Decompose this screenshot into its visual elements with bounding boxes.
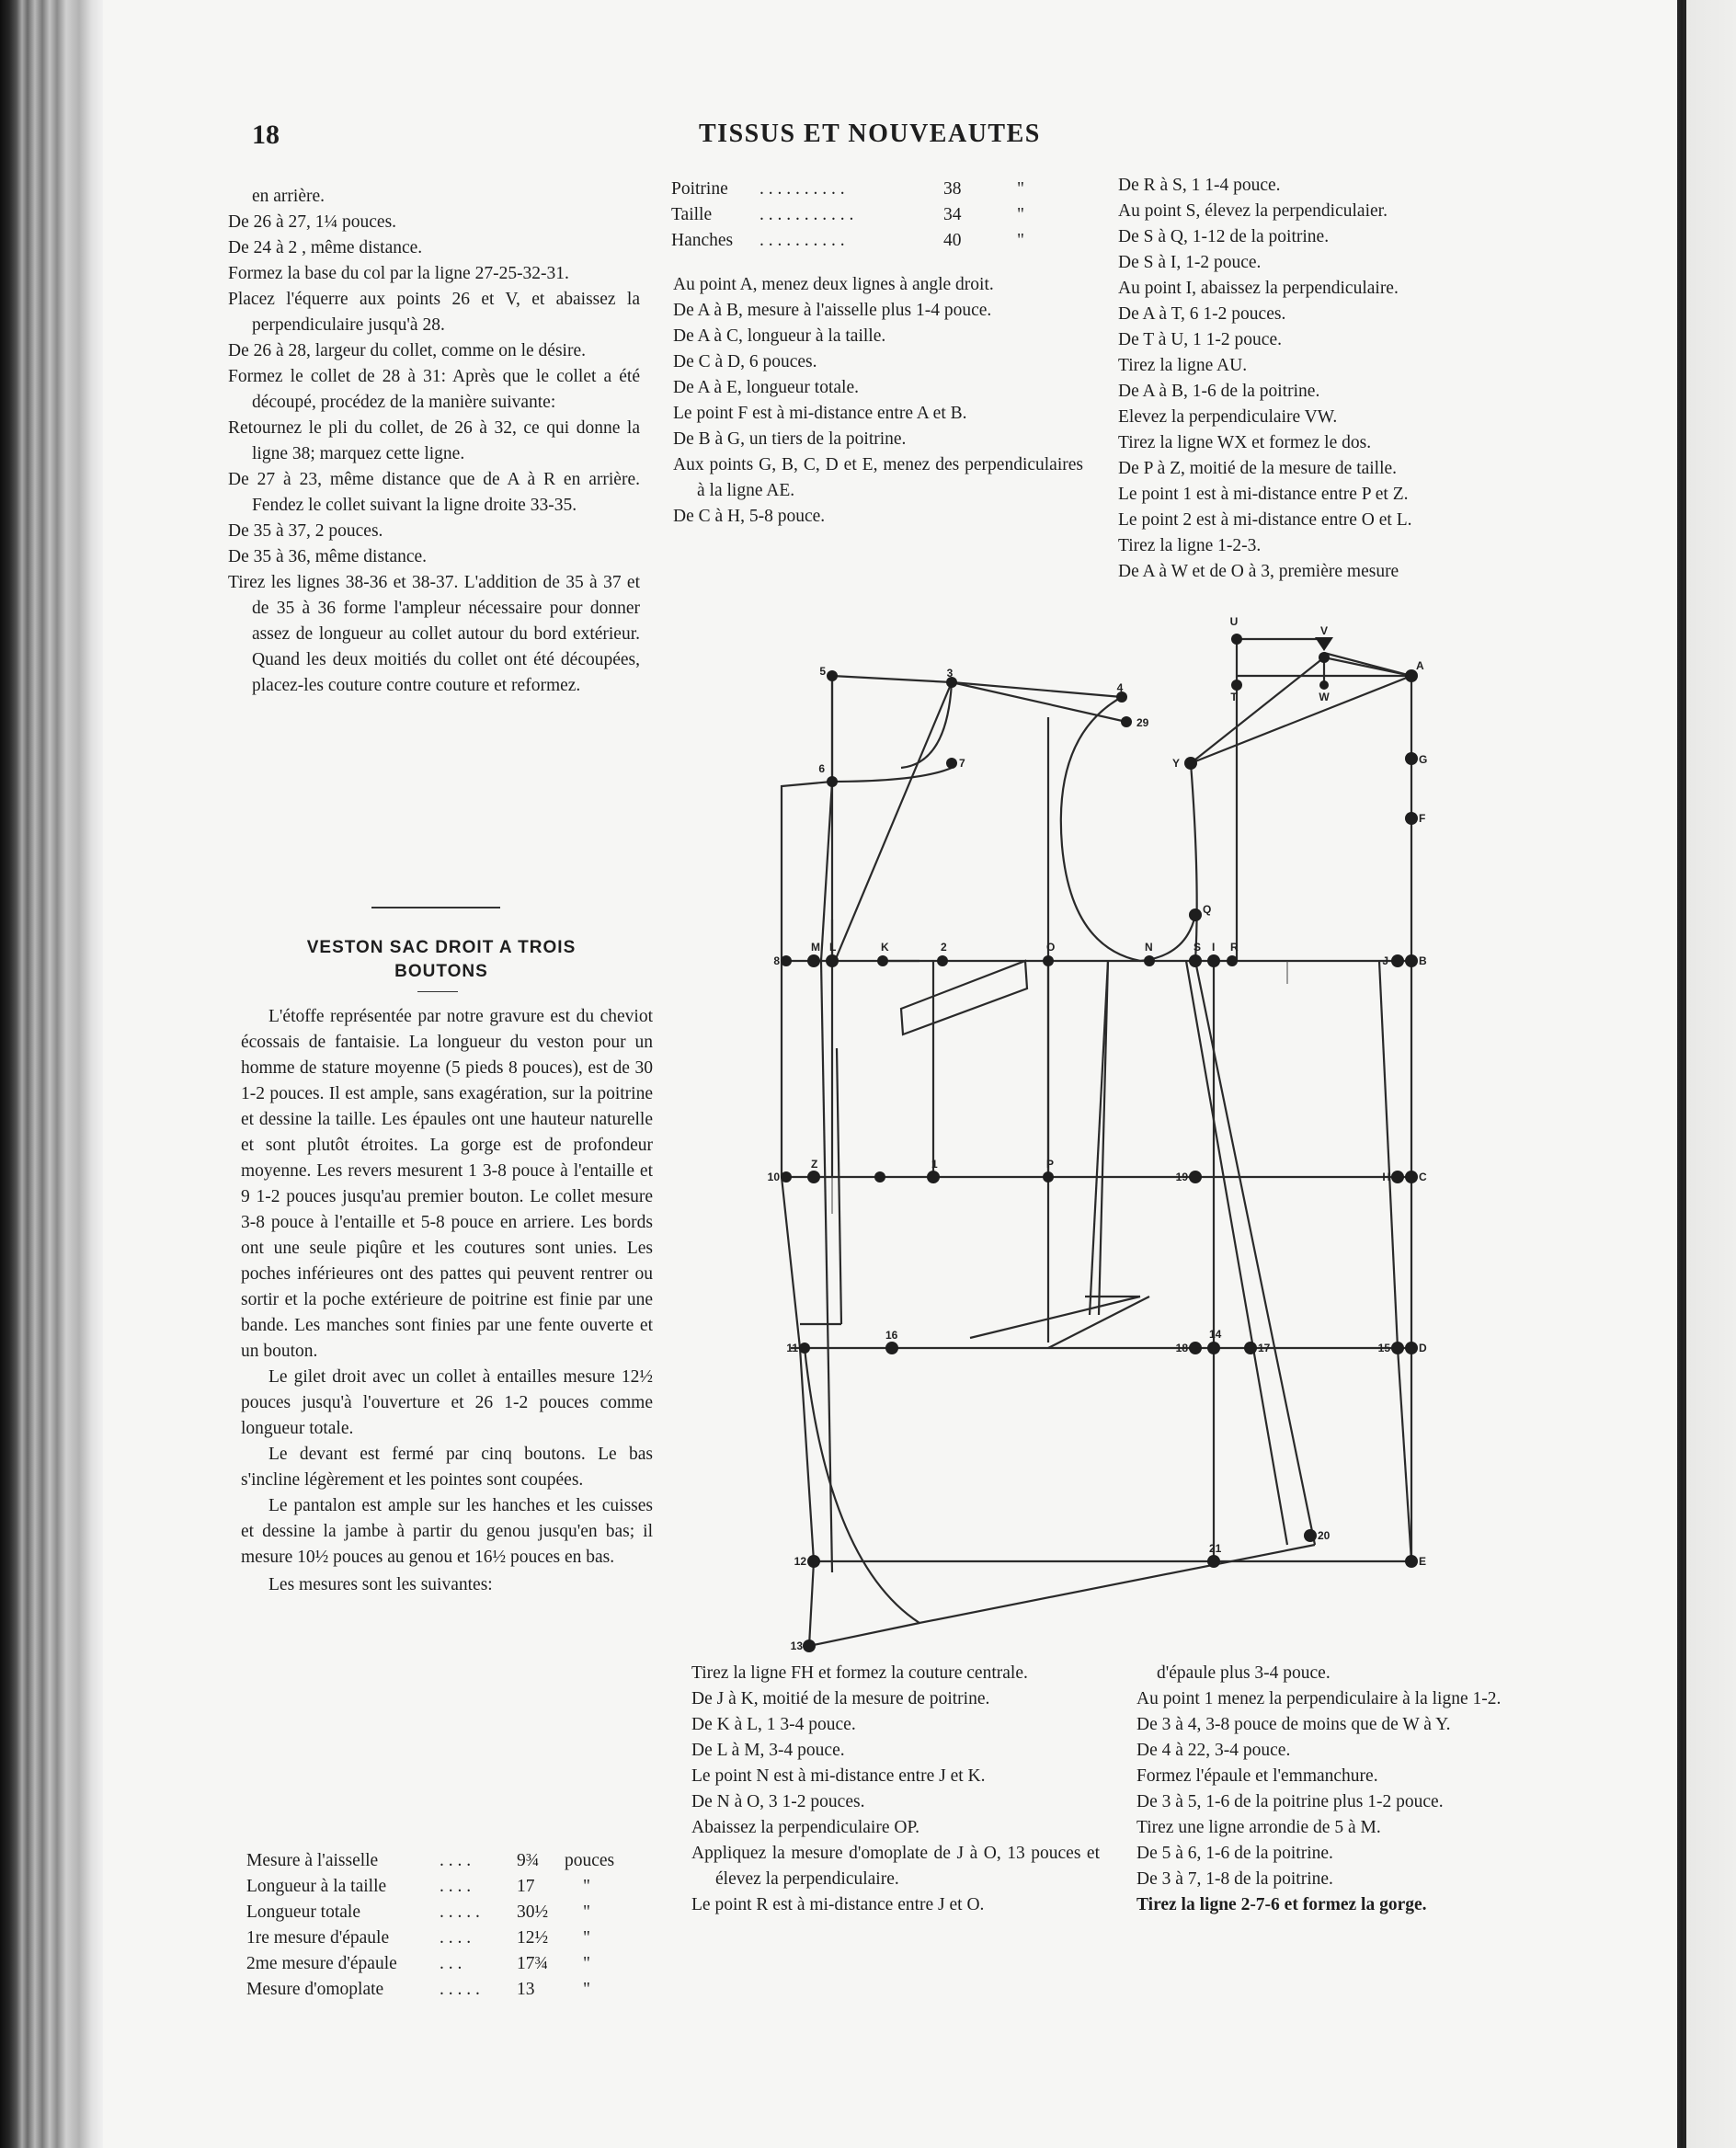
measure-label: Hanches bbox=[671, 231, 734, 250]
text-paragraph: Elevez la perpendiculaire VW. bbox=[1118, 407, 1338, 427]
measure-dots: . . . . . bbox=[440, 1980, 480, 1999]
point-label: N bbox=[1145, 941, 1153, 954]
section-rule bbox=[371, 907, 500, 908]
measure-dots: . . . . . . . . . . . bbox=[760, 205, 854, 224]
text-paragraph: De P à Z, moitié de la mesure de taille. bbox=[1118, 459, 1398, 478]
text-paragraph: De A à T, 6 1-2 pouces. bbox=[1118, 304, 1286, 324]
measure-unit: " bbox=[583, 1928, 590, 1948]
body-measures-table bbox=[671, 177, 1024, 254]
measure-unit: " bbox=[1017, 179, 1024, 199]
page-gutter-line bbox=[1683, 0, 1686, 2148]
measure-value: 34 bbox=[943, 205, 962, 224]
point-label: P bbox=[1046, 1158, 1055, 1171]
table-row bbox=[671, 228, 1024, 254]
point-label: J bbox=[1382, 954, 1388, 967]
text-paragraph: De 26 à 27, 1¼ pouces. bbox=[228, 212, 397, 232]
point-label: W bbox=[1319, 691, 1330, 703]
point-label: M bbox=[811, 941, 820, 954]
point-label: L bbox=[829, 941, 837, 954]
text-paragraph: De S à Q, 1-12 de la poitrine. bbox=[1118, 227, 1330, 246]
point-label: A bbox=[1416, 659, 1424, 672]
measures-table bbox=[246, 1848, 614, 2003]
text-paragraph: en arrière. bbox=[252, 187, 326, 206]
point-label: I bbox=[1212, 941, 1216, 954]
table-row bbox=[246, 1848, 614, 1874]
text-paragraph: Au point I, abaissez la perpendiculaire. bbox=[1118, 279, 1399, 298]
column-2-text bbox=[673, 272, 1083, 530]
text-paragraph: De 35 à 36, même distance. bbox=[228, 547, 428, 566]
text-paragraph: Tirez les lignes 38-36 et 38-37. L'addition de 35 à 37 et de 35 à 36 forme l'ampleur nécessaire pour donner assez de longueur au collet autour du bord extérieur. Quand les deux moitiés du collet ont été découpées, placez-les couture contre couture et reformez. bbox=[228, 573, 640, 695]
point-label: U bbox=[1229, 615, 1239, 628]
point-label: 29 bbox=[1136, 716, 1149, 729]
measure-unit: pouces bbox=[565, 1851, 615, 1870]
text-paragraph: Formez l'épaule et l'emmanchure. bbox=[1136, 1766, 1378, 1786]
text-paragraph: De 4 à 22, 3-4 pouce. bbox=[1136, 1741, 1291, 1760]
text-paragraph: Retournez le pli du collet, de 26 à 32, ce qui donne la ligne 38; marquez cette ligne. bbox=[228, 418, 640, 463]
point-label: 1 bbox=[931, 1158, 938, 1171]
text-paragraph: Le point 2 est à mi-distance entre O et L. bbox=[1118, 510, 1412, 530]
table-row bbox=[246, 1900, 614, 1925]
text-paragraph: Le point 1 est à mi-distance entre P et Z. bbox=[1118, 485, 1409, 504]
measure-label: 1re mesure d'épaule bbox=[246, 1928, 390, 1948]
heading-underline bbox=[417, 991, 458, 992]
point-label: 5 bbox=[819, 665, 826, 678]
measure-unit: " bbox=[1017, 231, 1024, 250]
point-label: E bbox=[1419, 1555, 1427, 1568]
text-paragraph: Au point S, élevez la perpendiculaier. bbox=[1118, 201, 1388, 221]
text-paragraph: De B à G, un tiers de la poitrine. bbox=[673, 429, 907, 449]
point-label: Q bbox=[1203, 903, 1212, 916]
measure-value: 12½ bbox=[517, 1928, 549, 1948]
column-1-top bbox=[228, 184, 640, 699]
point-label: 16 bbox=[885, 1329, 898, 1342]
point-label: T bbox=[1230, 691, 1238, 703]
measure-label: Mesure à l'aisselle bbox=[246, 1851, 379, 1870]
bottom-right-text bbox=[1136, 1661, 1547, 1918]
point-label: 19 bbox=[1175, 1171, 1188, 1183]
measure-label: Taille bbox=[671, 205, 713, 224]
measure-label: Poitrine bbox=[671, 179, 728, 199]
table-row bbox=[246, 1951, 614, 1977]
measure-label: Mesure d'omoplate bbox=[246, 1980, 384, 1999]
measure-dots: . . . . . bbox=[440, 1902, 480, 1922]
measure-dots: . . . . . . . . . . bbox=[760, 231, 845, 250]
measure-value: 30½ bbox=[517, 1902, 549, 1922]
point-label: Y bbox=[1171, 757, 1180, 770]
text-paragraph: Le point N est à mi-distance entre J et K. bbox=[691, 1766, 986, 1786]
measure-value: 17 bbox=[517, 1877, 535, 1896]
point-label: B bbox=[1419, 954, 1427, 967]
book-spine bbox=[0, 0, 103, 2148]
measure-value: 13 bbox=[517, 1980, 535, 1999]
column-3-text bbox=[1118, 173, 1532, 585]
table-row bbox=[671, 202, 1024, 228]
measure-value: 9¾ bbox=[517, 1851, 540, 1870]
point-label: 18 bbox=[1175, 1342, 1188, 1354]
text-paragraph: De 26 à 28, largeur du collet, comme on le désire. bbox=[228, 341, 586, 360]
text-paragraph: De 27 à 23, même distance que de A à R en arrière. Fendez le collet suivant la ligne droite 33-35. bbox=[228, 470, 640, 515]
text-paragraph: De 5 à 6, 1-6 de la poitrine. bbox=[1136, 1844, 1333, 1863]
table-row bbox=[246, 1925, 614, 1951]
measure-dots: . . . bbox=[440, 1954, 463, 1973]
text-paragraph: De A à C, longueur à la taille. bbox=[673, 326, 886, 346]
measure-unit: " bbox=[583, 1902, 590, 1922]
bottom-left-text bbox=[691, 1661, 1100, 1918]
point-label: 21 bbox=[1209, 1542, 1222, 1555]
point-label: F bbox=[1419, 812, 1426, 825]
measure-label: 2me mesure d'épaule bbox=[246, 1954, 397, 1973]
point-label: H bbox=[1382, 1171, 1390, 1183]
point-label: 2 bbox=[941, 941, 947, 954]
point-label: 20 bbox=[1318, 1529, 1331, 1542]
point-label: D bbox=[1419, 1342, 1427, 1354]
running-title: TISSUS ET NOUVEAUTES bbox=[699, 120, 1041, 148]
text-paragraph: Formez la base du col par la ligne 27-25-32-31. bbox=[228, 264, 569, 283]
point-label: 6 bbox=[818, 762, 825, 775]
point-label: 8 bbox=[773, 954, 780, 967]
text-paragraph: De A à E, longueur totale. bbox=[673, 378, 859, 397]
point-label: 7 bbox=[959, 757, 965, 770]
table-row bbox=[246, 1874, 614, 1900]
point-label: 12 bbox=[794, 1555, 806, 1568]
text-paragraph: Appliquez la mesure d'omoplate de J à O, 13 pouces et élevez la perpendiculaire. bbox=[691, 1844, 1100, 1889]
text-paragraph: Aux points G, B, C, D et E, menez des perpendiculaires à la ligne AE. bbox=[673, 455, 1083, 500]
column-1-body bbox=[241, 1004, 653, 1598]
text-paragraph: Formez le collet de 28 à 31: Après que le collet a été découpé, procédez de la manière suivante: bbox=[228, 367, 640, 412]
measure-dots: . . . . bbox=[440, 1877, 472, 1896]
point-label: O bbox=[1046, 941, 1056, 954]
text-paragraph: Tirez la ligne 1-2-3. bbox=[1118, 536, 1262, 555]
measure-unit: " bbox=[1017, 205, 1024, 224]
text-paragraph: De R à S, 1 1-4 pouce. bbox=[1118, 176, 1281, 195]
point-label: 13 bbox=[790, 1640, 803, 1652]
point-label: G bbox=[1419, 753, 1428, 766]
text-paragraph: De K à L, 1 3-4 pouce. bbox=[691, 1715, 856, 1734]
point-label: 14 bbox=[1209, 1328, 1222, 1341]
measure-unit: " bbox=[583, 1980, 590, 1999]
text-paragraph: Tirez la ligne 2-7-6 et formez la gorge. bbox=[1136, 1895, 1427, 1914]
measure-dots: . . . . . . . . . . bbox=[760, 179, 845, 199]
measure-unit: " bbox=[583, 1954, 590, 1973]
text-paragraph: L'étoffe représentée par notre gravure est du cheviot écossais de fantaisie. La longueur du veston pour un homme de stature moyenne (5 pieds 8 pouces), est de 30 1-2 pouces. Il est ample, sans exagération, sur la poitrine et dessine la taille. Les épaules ont une hauteur naturelle et sont plutôt étroites. La gorge est de profondeur moyenne. Les revers mesurent 1 3-8 pouce à l'entaille et 9 1-2 pouces jusqu'au premier bouton. Le collet mesure 3-8 pouce à l'entaille et 5-8 pouce en arriere. Les bords ont une seule piqûre et les coutures sont unies. Les poches inférieures ont des pattes qui peuvent rentrer ou sortir et la poche extérieure de poitrine est finie par une bande. Les manches sont finies par une fente ouverte et un bouton. bbox=[241, 1007, 653, 1361]
text-paragraph: Tirez la ligne FH et formez la couture centrale. bbox=[691, 1663, 1028, 1683]
point-label: 15 bbox=[1377, 1342, 1390, 1354]
text-paragraph: De C à H, 5-8 pouce. bbox=[673, 507, 826, 526]
point-label: S bbox=[1194, 941, 1202, 954]
point-label: K bbox=[881, 941, 889, 954]
point-label: V bbox=[1319, 624, 1329, 637]
point-label: 3 bbox=[946, 667, 954, 680]
point-label: 17 bbox=[1258, 1342, 1271, 1354]
heading-line: BOUTONS bbox=[394, 962, 488, 981]
text-paragraph: De N à O, 3 1-2 pouces. bbox=[691, 1792, 865, 1811]
point-label: 10 bbox=[767, 1171, 780, 1183]
measure-value: 17¾ bbox=[517, 1954, 549, 1973]
measure-value: 40 bbox=[943, 231, 962, 250]
text-paragraph: Tirez la ligne AU. bbox=[1118, 356, 1248, 375]
text-paragraph: De 35 à 37, 2 pouces. bbox=[228, 521, 383, 541]
text-paragraph: Le point R est à mi-distance entre J et O. bbox=[691, 1895, 985, 1914]
text-paragraph: Au point 1 menez la perpendiculaire à la ligne 1-2. bbox=[1136, 1689, 1502, 1708]
point-label: Z bbox=[811, 1158, 818, 1171]
text-paragraph: Tirez la ligne WX et formez le dos. bbox=[1118, 433, 1372, 452]
point-label: R bbox=[1230, 941, 1239, 954]
text-paragraph: Le pantalon est ample sur les hanches et les cuisses et dessine la jambe à partir du genou jusqu'en bas; il mesure 10½ pouces au genou et 16½ pouces en bas. bbox=[241, 1496, 653, 1567]
point-label: C bbox=[1419, 1171, 1427, 1183]
text-paragraph: Les mesures sont les suivantes: bbox=[268, 1575, 493, 1594]
text-paragraph: De T à U, 1 1-2 pouce. bbox=[1118, 330, 1282, 349]
measure-label: Longueur totale bbox=[246, 1902, 360, 1922]
text-paragraph: Placez l'équerre aux points 26 et V, et abaissez la perpendiculaire jusqu'à 28. bbox=[228, 290, 640, 335]
measure-value: 38 bbox=[943, 179, 962, 199]
text-paragraph: Le point F est à mi-distance entre A et B. bbox=[673, 404, 967, 423]
text-paragraph: De 3 à 5, 1-6 de la poitrine plus 1-2 pouce. bbox=[1136, 1792, 1444, 1811]
text-paragraph: De J à K, moitié de la mesure de poitrine. bbox=[691, 1689, 990, 1708]
text-paragraph: De A à W et de O à 3, première mesure bbox=[1118, 562, 1399, 581]
text-paragraph: De S à I, 1-2 pouce. bbox=[1118, 253, 1262, 272]
text-paragraph: Abaissez la perpendiculaire OP. bbox=[691, 1818, 919, 1837]
heading-line: VESTON SAC DROIT A TROIS bbox=[306, 938, 577, 957]
text-paragraph: De C à D, 6 pouces. bbox=[673, 352, 817, 371]
text-paragraph: d'épaule plus 3-4 pouce. bbox=[1157, 1663, 1331, 1683]
text-paragraph: De 24 à 2 , même distance. bbox=[228, 238, 423, 257]
text-paragraph: De L à M, 3-4 pouce. bbox=[691, 1741, 845, 1760]
text-paragraph: De A à B, mesure à l'aisselle plus 1-4 pouce. bbox=[673, 301, 992, 320]
measure-dots: . . . . bbox=[440, 1928, 472, 1948]
table-row bbox=[671, 177, 1024, 202]
measure-unit: " bbox=[583, 1877, 590, 1896]
text-paragraph: De 3 à 4, 3-8 pouce de moins que de W à Y. bbox=[1136, 1715, 1451, 1734]
section-heading bbox=[257, 936, 625, 984]
point-label: 11 bbox=[786, 1342, 798, 1354]
table-row bbox=[246, 1977, 614, 2003]
text-paragraph: Le devant est fermé par cinq boutons. Le bas s'incline légèrement et les pointes sont coupées. bbox=[241, 1445, 653, 1490]
measure-label: Longueur à la taille bbox=[246, 1877, 387, 1896]
pattern-diagram bbox=[754, 607, 1453, 1655]
text-paragraph: Tirez une ligne arrondie de 5 à M. bbox=[1136, 1818, 1381, 1837]
text-paragraph: De A à B, 1-6 de la poitrine. bbox=[1118, 382, 1320, 401]
text-paragraph: Au point A, menez deux lignes à angle droit. bbox=[673, 275, 994, 294]
text-paragraph: De 3 à 7, 1-8 de la poitrine. bbox=[1136, 1869, 1333, 1889]
measure-dots: . . . . bbox=[440, 1851, 472, 1870]
text-paragraph: Le gilet droit avec un collet à entailles mesure 12½ pouces jusqu'à l'ouverture et 26 1-2 pouces comme longueur totale. bbox=[241, 1367, 653, 1438]
page-number: 18 bbox=[252, 120, 280, 150]
point-label: 4 bbox=[1116, 681, 1124, 694]
